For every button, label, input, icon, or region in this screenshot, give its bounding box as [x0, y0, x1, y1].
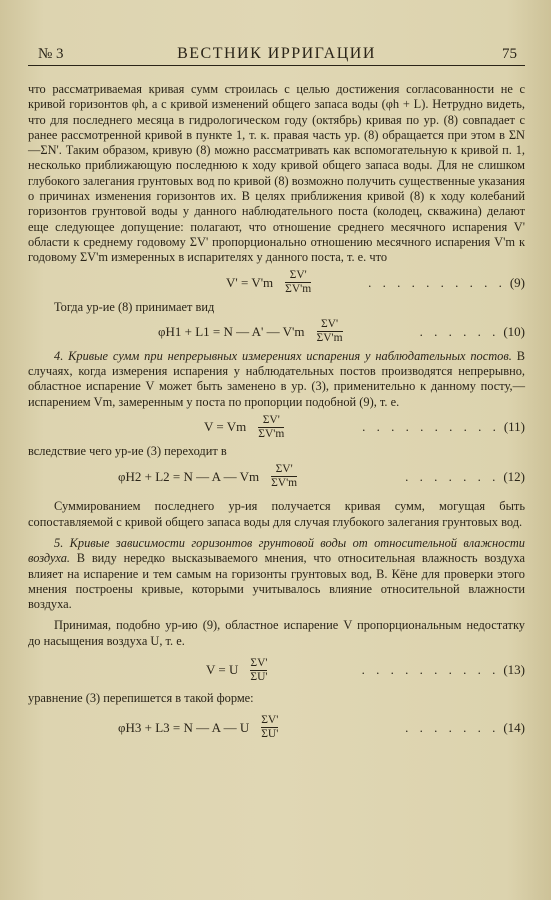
formula-13 — [28, 649, 525, 691]
issue-number: № 3 — [38, 46, 64, 62]
formula-10-fraction — [317, 318, 343, 345]
page-number: 75 — [502, 46, 517, 62]
body-text — [28, 82, 525, 748]
formula-11-lhs: V = Vm — [204, 419, 247, 435]
formula-12-lhs: φH2 + L2 = N — A — Vm — [118, 468, 260, 484]
formula-10-num: ΣV' — [320, 318, 339, 331]
formula-12-num: ΣV' — [275, 462, 293, 475]
section-5-body: В виду нередко высказываемого мнения, что относительная влажность воздуха влияет на испарение и тем самым на горизонты грунтовых вод, В. Кёне для проверки этого мнения построены кривые, которыми учитывалось влияние относительной влажности воздуха. — [28, 551, 525, 612]
paragraph-7: Принимая, подобно ур-ию (9), областное испарение V пропорциональным недостатку до насыщения воздуха U, т. е. — [28, 618, 525, 648]
formula-12-fraction — [271, 463, 297, 490]
formula-11-num: ΣV' — [262, 413, 280, 426]
formula-9-den: ΣV'm — [285, 283, 312, 296]
formula-14-number: (14) — [503, 719, 525, 735]
formula-13-number: (13) — [503, 662, 525, 678]
formula-14-fraction — [261, 714, 278, 741]
formula-14-lhs: φH3 + L3 = N — A — U — [118, 719, 250, 735]
formula-10-lhs: φH1 + L1 = N — A' — V'm — [158, 324, 305, 340]
formula-13-fraction — [250, 657, 267, 684]
formula-11-number: (11) — [503, 419, 525, 435]
paragraph-3 — [28, 349, 525, 410]
journal-title: ВЕСТНИК ИРРИГАЦИИ — [177, 45, 376, 62]
leader-dots: . . . . . . . . . . — [362, 419, 500, 435]
formula-9-lhs: V' = V'm — [226, 274, 274, 290]
formula-9-number: (9) — [509, 274, 525, 290]
leader-dots: . . . . . . . . . . — [361, 662, 500, 678]
formula-11-fraction — [258, 414, 284, 441]
formula-10-den: ΣV'm — [316, 332, 343, 345]
formula-14 — [28, 706, 525, 748]
formula-10 — [28, 315, 525, 349]
running-header — [28, 0, 525, 66]
leader-dots: . . . . . . — [419, 324, 500, 340]
formula-10-number: (10) — [503, 324, 525, 340]
formula-11-den: ΣV'm — [258, 427, 285, 440]
leader-dots: . . . . . . . — [405, 468, 500, 484]
leader-dots: . . . . . . . . . . — [368, 274, 506, 290]
formula-13-den: ΣU' — [250, 670, 268, 683]
paragraph-2: Тогда ур-ие (8) принимает вид — [54, 299, 215, 314]
formula-14-num: ΣV' — [261, 713, 279, 726]
formula-12-den: ΣV'm — [271, 476, 298, 489]
formula-14-den: ΣU' — [261, 727, 279, 740]
formula-9-num: ΣV' — [289, 269, 307, 282]
paragraph-6 — [28, 536, 525, 612]
formula-12-number: (12) — [503, 468, 525, 484]
formula-9 — [28, 266, 525, 300]
section-5-title: 5. Кривые зависимости горизонтов грунтовой воды от относительной влажности воздуха. — [28, 535, 525, 566]
section-4-title: 4. Кривые сумм при непрерывных измерениях испарения у наблюдательных постов. — [54, 348, 512, 363]
paragraph-8: уравнение (3) перепишется в такой форме: — [28, 691, 254, 706]
formula-13-num: ΣV' — [250, 656, 268, 669]
paragraph-1: что рассматриваемая кривая сумм строилась с целью достижения согласованности не с кривой горизонтов φh, а с кривой изменений общего запаса воды (φh + L). Нетрудно видеть, что для последнего месяца в гидрологическом году (октябрь) кривая по ур. (8) совпадает с ранее рассмотренной кривой в пункте 1, т. к. правая часть ур. (8) обращается при этом в ΣN—ΣN'. Таким образом, кривую (8) можно рассматривать как вспомогательную к кривой п. 1, несколько приближающую последнюю к ходу кривой общего запаса воды. Для не слишком глубокого залегания грунтовых вод по кривой (8) возможно получить существенные указания о причинах изменения горизонтов их. В целях приближения кривой (8) к ходу колебаний горизонтов грунтовой воды у данного наблюдательного поста (колодец, скважина) делают еще следующее допущение: полагают, что отношение среднего месячного испарения V' области к среднему годовому ΣV' пропорционально отношению месячного испарения V'm к годовому ΣV'm измеренных в испарителях у данного поста, т. е. что — [28, 82, 525, 265]
section-4-body: В случаях, когда измерения испарения у наблюдательных постов производятся непрерывно, областное испарение V может быть заменено в ур. (3), применительно к данному посту,—испарением Vm, замеренным у поста по пропорции подобной (9), т. е. — [28, 348, 525, 409]
header-rule — [28, 65, 525, 66]
formula-13-lhs: V = U — [206, 662, 239, 678]
formula-11 — [28, 410, 525, 444]
paragraph-5: Суммированием последнего ур-ия получается кривая сумм, могущая быть сопоставляемой с кривой общего запаса воды для случая глубокого залегания грунтовых вод. — [28, 499, 525, 529]
paragraph-4: вследствие чего ур-ие (3) переходит в — [28, 444, 227, 459]
leader-dots: . . . . . . . — [405, 719, 500, 735]
formula-12 — [28, 459, 525, 493]
formula-9-fraction — [285, 269, 311, 296]
